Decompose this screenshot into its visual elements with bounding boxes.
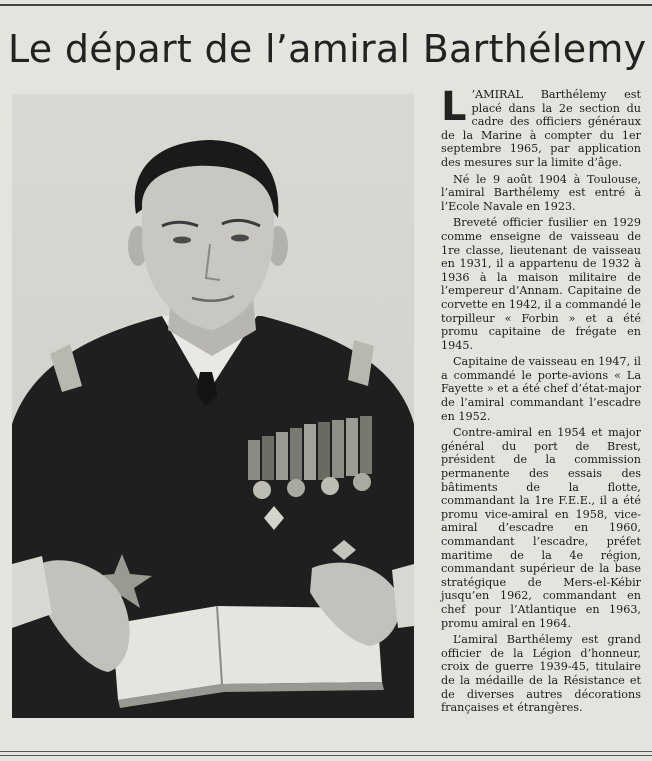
article-paragraph: Breveté officier fusilier en 1929 comme enseigne de vaisseau de 1re classe, lieutenant de vaisseau en 1931, il a appartenu de 1932 à 1936 à la maison militaire de l’empereur d’Annam. Capitaine de corvette en 1942, il a commandé le torpilleur « Forbin » et a été promu capitaine de frégate en 1945. — [441, 216, 641, 352]
article-paragraph: Né le 9 août 1904 à Toulouse, l’amiral Barthélemy est entré à l’Ecole Navale en 1923. — [441, 172, 641, 213]
article-paragraph: L ’AMIRAL Barthélemy est placé dans la 2e section du cadre des officiers généraux de la Marine à compter du 1er septembre 1965, par application des mesures sur la limite d’âge. — [441, 84, 641, 169]
article-paragraph: Capitaine de vaisseau en 1947, il a commandé le porte-avions « La Fayette » et a été chef d’état-major de l’amiral commandant l’escadre en 1952. — [441, 355, 641, 423]
drop-cap: L — [441, 84, 467, 130]
bottom-rule — [0, 755, 652, 756]
article-paragraph: L’amiral Barthélemy est grand officier de la Légion d’honneur, croix de guerre 1939-45, titulaire de la médaille de la Résistance et de diverses autres décorations françaises et étrangères. — [441, 633, 641, 715]
admiral-portrait-photo — [12, 94, 414, 718]
article-title: Le départ de l’amiral Barthélemy — [8, 27, 647, 71]
article-body — [441, 84, 641, 718]
top-rule — [0, 4, 652, 6]
bottom-rule — [0, 751, 652, 752]
article-paragraph: Contre-amiral en 1954 et major général du port de Brest, président de la commission permanente des essais des bâtiments de la flotte, commandant la 1re F.E.E., il a été promu vice-amiral en 1958, vice-amiral d’escadre en 1960, commandant l’escadre, préfet maritime de la 4e région, commandant supérieur de la base stratégique de Mers-el-Kébir jusqu’en 1962, commandant en chef pour l’Atlantique en 1963, promu amiral en 1964. — [441, 426, 641, 630]
